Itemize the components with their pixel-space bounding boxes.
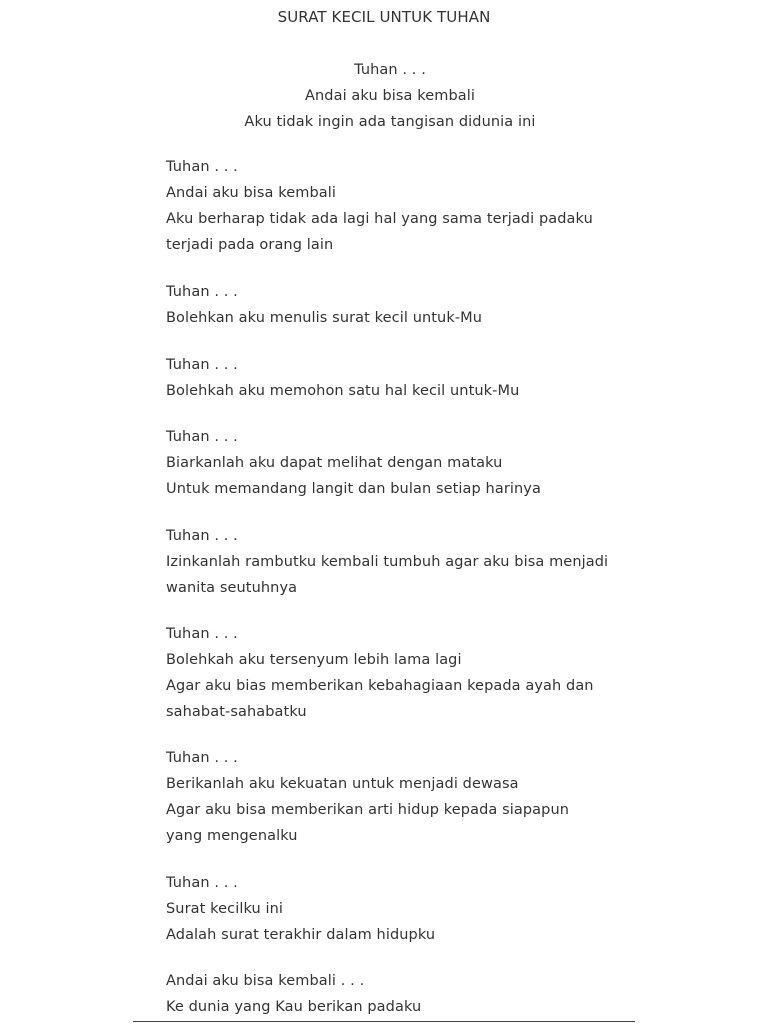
stanza-line: terjadi pada orang lain xyxy=(166,237,334,253)
stanza-line: Adalah surat terakhir dalam hidupku xyxy=(166,927,436,943)
stanza-1 xyxy=(166,154,746,258)
stanza-line: Tuhan . . . xyxy=(166,750,238,766)
stanza-line: Bolehkan aku menulis surat kecil untuk-Mu xyxy=(166,310,483,326)
stanza-line: Berikanlah aku kekuatan untuk menjadi dewasa xyxy=(166,776,519,792)
stanza-line: Tuhan . . . xyxy=(166,626,238,642)
stanza-line: Andai aku bisa kembali . . . xyxy=(166,973,365,989)
stanza-line: wanita seutuhnya xyxy=(166,580,298,596)
bottom-divider xyxy=(133,1021,635,1022)
stanza-line: Agar aku bisa memberikan arti hidup kepada siapapun xyxy=(166,802,570,818)
stanza-8 xyxy=(166,870,746,948)
stanza-line: Ke dunia yang Kau berikan padaku xyxy=(166,999,422,1015)
stanza-line: Surat kecilku ini xyxy=(166,901,284,917)
stanza-2 xyxy=(166,279,746,331)
stanza-line: yang mengenalku xyxy=(166,828,298,844)
stanza-4 xyxy=(166,424,746,502)
stanza-line: Tuhan . . . xyxy=(354,62,426,78)
stanza-6 xyxy=(166,621,746,725)
page-title: SURAT KECIL UNTUK TUHAN xyxy=(277,8,491,26)
stanza-line: Tuhan . . . xyxy=(166,357,238,373)
stanza-line: Bolehkah aku memohon satu hal kecil untuk-Mu xyxy=(166,383,520,399)
stanza-line: Tuhan . . . xyxy=(166,528,238,544)
stanza-line: Tuhan . . . xyxy=(166,159,238,175)
stanza-line: Untuk memandang langit dan bulan setiap harinya xyxy=(166,481,541,497)
stanza-5 xyxy=(166,523,746,601)
stanza-line: Tuhan . . . xyxy=(166,284,238,300)
stanza-line: Andai aku bisa kembali xyxy=(166,185,337,201)
stanza-3 xyxy=(166,352,746,404)
stanza-line: Tuhan . . . xyxy=(166,875,238,891)
stanza-line: Tuhan . . . xyxy=(166,429,238,445)
stanza-line: Agar aku bias memberikan kebahagiaan kepada ayah dan xyxy=(166,678,594,694)
stanza-line: Izinkanlah rambutku kembali tumbuh agar aku bisa menjadi xyxy=(166,554,609,570)
stanza-9 xyxy=(166,968,746,1020)
stanza-line: Andai aku bisa kembali xyxy=(304,88,476,104)
stanza-line: Biarkanlah aku dapat melihat dengan mataku xyxy=(166,455,503,471)
stanza-7 xyxy=(166,745,746,849)
intro-stanza xyxy=(0,57,768,135)
stanza-line: Bolehkah aku tersenyum lebih lama lagi xyxy=(166,652,462,668)
stanza-line: sahabat-sahabatku xyxy=(166,704,307,720)
stanza-line: Aku berharap tidak ada lagi hal yang sama terjadi padaku xyxy=(166,211,593,227)
stanza-line: Aku tidak ingin ada tangisan didunia ini xyxy=(244,114,536,130)
